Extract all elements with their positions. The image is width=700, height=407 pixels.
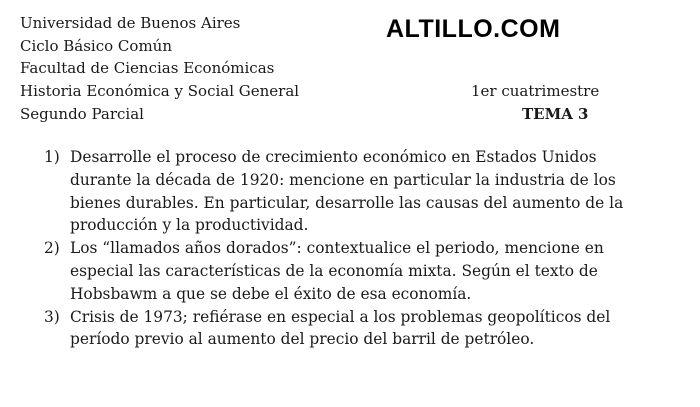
exam-name: Segundo Parcial bbox=[20, 105, 144, 123]
cycle-name: Ciclo Básico Común bbox=[20, 37, 172, 55]
brand-logo-text: ALTILLO.COM bbox=[386, 15, 561, 43]
question-text: Crisis de 1973; refiérase en especial a los problemas geopolíticos del período previo al aumento del precio del barril de petróleo. bbox=[70, 307, 611, 349]
question-item bbox=[44, 306, 654, 352]
question-number: 2) bbox=[44, 239, 60, 258]
tema-label: TEMA 3 bbox=[522, 105, 589, 123]
question-number: 3) bbox=[44, 307, 60, 326]
question-item bbox=[44, 146, 654, 237]
question-text: Desarrolle el proceso de crecimiento económico en Estados Unidos durante la década de 1920: mencione en particular la industria de los bienes durables. En particular, desarrolle las causas del aumento de la producción y la productividad. bbox=[70, 148, 624, 235]
question-list bbox=[44, 146, 654, 351]
course-name: Historia Económica y Social General bbox=[20, 82, 300, 100]
question-item bbox=[44, 237, 654, 305]
university-name: Universidad de Buenos Aires bbox=[20, 14, 241, 32]
faculty-name: Facultad de Ciencias Económicas bbox=[20, 59, 275, 77]
question-number: 1) bbox=[44, 148, 60, 166]
question-text: Los “llamados años dorados”: contextualice el periodo, mencione en especial las características de la economía mixta. Según el texto de Hobsbawm a que se debe el éxito de esa economía. bbox=[70, 239, 604, 303]
term-label: 1er cuatrimestre bbox=[471, 82, 600, 100]
